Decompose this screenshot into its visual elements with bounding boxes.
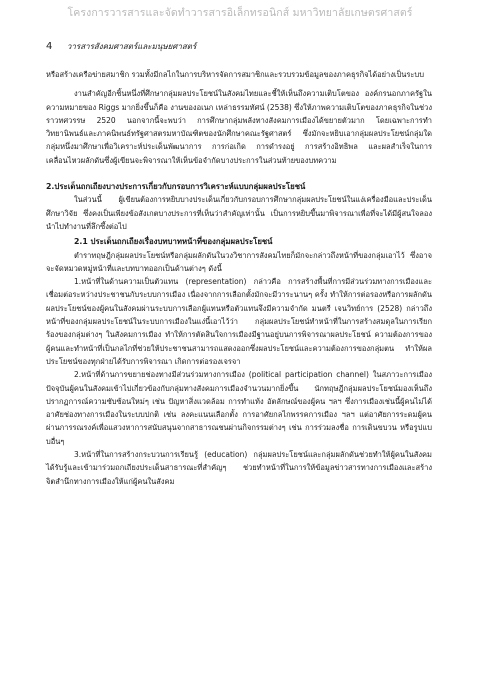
paragraph-literature: งานสำคัญอีกชิ้นหนึ่งที่ศึกษากลุ่มผลประโยชน์ในสังคมไทยและชี้ให้เห็นถึงความเติบโตของ องค์กรนอกภาครัฐในความหมายของ Riggs มากยิ่งขึ้นก็คือ งานของอเนก เหล่าธรรมทัศน์ (2538) ซึ่งให้ภาพความเติบโตของภาคธุรกิจในช่วงราวทศวรรษ 2520 นอกจากนี้จะพบว่า การศึกษากลุ่มพลังทางสังคมการเมืองได้ขยายตัวมาก โดยเฉพาะการทำวิทยานิพนธ์และภาคนิพนธ์ทรัฐศาสตรมหาบัณฑิตของนักศึกษาคณะรัฐศาสตร์ ซึ่งมักจะหยิบเอากลุ่มผลประโยชน์กลุ่มใดกลุ่มหนึ่งมาศึกษาเพื่อวิเคราะห์ประเด็นพัฒนาการ การก่อเกิด การดำรงอยู่ การสร้างอิทธิพล และผลสำเร็จในการเคลื่อนไหวผลักดันซึ่งผู้เขียนจะพิจารณาให้เห็นข้อจำกัดบางประการในส่วนท้ายของบทความ: [46, 89, 432, 165]
journal-name: วารสารสังคมศาสตร์และมนุษยศาสตร์: [66, 42, 197, 51]
paragraph-function-participation: 2.หน้าที่ด้านการขยายช่องทางมีส่วนร่วมทางการเมือง (political participation channel) ในสภาวะการเมืองปัจจุบันผู้คนในสังคมเข้าไปเกี่ยวข้องกับกลุ่มทางสังคมการเมืองจำนวนมากยิ่งขึ้น นักทฤษฎีกลุ่มผลประโยชน์มองเห็นถึงปรากฏการณ์ความซับซ้อนใหม่ๆ เช่น ปัญหาสิ่งแวดล้อม การทำแท้ง อัตลักษณ์ของผู้คน ฯลฯ ซึ่งการเมืองเช่นนี้ผู้คนไม่ได้อาศัยช่องทางการเมืองในระบบปกติ เช่น ลงคะแนนเลือกตั้ง การอาศัยกลไกพรรคการเมือง ฯลฯ แต่อาศัยการระดมผู้คนผ่านการรณรงค์เพื่อแสวงหาการสนับสนุนจากสาธารณชนผ่านกิจกรรมต่างๆ เช่น การร่วมลงชื่อ การเดินขบวน หรือรูปแบบอื่นๆ: [46, 370, 432, 446]
paragraph-continuation: หรือสร้างเครือข่ายสมาชิก รวมทั้งมีกลไกในการบริหารจัดการสมาชิกและรวบรวมข้อมูลของภาคธุรกิจได้อย่างเป็นระบบ: [46, 70, 424, 79]
watermark-banner: โครงการวารสารและจัดทำวารสารอิเล็กทรอนิกส์ มหาวิทยาลัยเกษตรศาสตร์: [67, 7, 413, 19]
paragraph-function-representation: 1.หน้าที่ในด้านความเป็นตัวแทน (representation) กล่าวคือ การสร้างพื้นที่การมีส่วนร่วมทางการเมืองและเชื่อมต่อระหว่างประชาชนกับระบบการเมือง เนื่องจากการเลือกตั้งมักจะมีวาระนานๆ ครั้ง ทำให้การต่อรองหรือการผลักดันผลประโยชน์ของผู้คนในสังคมผ่านระบบการเลือกผู้แทนหรือตัวแทนจึงมีความจำกัด มนตรี เจนวิทย์การ (2528) กล่าวถึงหน้าที่ของกลุ่มผลประโยชน์ในระบบการเมืองในแง่นี้เอาไว้ว่า กลุ่มผลประโยชน์ทำหน้าที่ในการสร้างสมดุลในการเรียกร้องของกลุ่มต่างๆ ในสังคมการเมือง ทำให้การตัดสินใจการเมืองมีฐานอยู่บนการพิจารณาผลประโยชน์ ความต้องการของผู้คนและทำหน้าที่เป็นกลไกที่ช่วยให้ประชาชนสามารถแสดงออกซึ่งผลประโยชน์และความต้องการของกลุ่มตน ทำให้ผลประโยชน์ของทุกฝ่ายได้รับการพิจารณา เกิดการต่อรองเจรจา: [46, 277, 432, 366]
page-number: 4: [46, 41, 53, 52]
paragraph-section-intro: ในส่วนนี้ ผู้เขียนต้องการหยิบบางประเด็นเกี่ยวกับกรอบการศึกษากลุ่มผลประโยชน์ในแง่เครื่องมือและประเด็นศึกษาวิจัย ซึ่งคงเป็นเพียงข้อสังเกตบางประการที่เห็นว่าสำคัญเท่านั้น เป็นการหยิบขึ้นมาพิจารณาเพื่อที่จะได้มีผู้สนใจลองนำไปทำงานที่ลึกซึ้งต่อไป: [46, 195, 432, 231]
article-body: [46, 68, 432, 488]
running-header: [46, 40, 196, 53]
paragraph-function-education: 3.หน้าที่ในการสร้างกระบวนการเรียนรู้ (education) กลุ่มผลประโยชน์และกลุ่มผลักดันช่วยทำให้ผู้คนในสังคมได้รับรู้และเข้ามาร่วมถกเถียงประเด็นสาธารณะที่สำคัญๆ ช่วยทำหน้าที่ในการให้ข้อมูลข่าวสารทางการเมืองและสร้างจิตสำนึกทางการเมืองให้แก่ผู้คนในสังคม: [46, 450, 432, 486]
paragraph-functions-intro: ตำราทฤษฎีกลุ่มผลประโยชน์หรือกลุ่มผลักดันในวงวิชาการสังคมไทยก็มักจะกล่าวถึงหน้าที่ของกลุ่มเอาไว้ ซึ่งอาจจะจัดหมวดหมู่หน้าที่และบทบาทออกเป็นด้านต่างๆ ดังนี้: [46, 250, 432, 273]
section-heading-2: 2.ประเด็นถกเถียงบางประการเกี่ยวกับกรอบการวิเคราะห์แบบกลุ่มผลประโยชน์: [46, 182, 306, 192]
subsection-heading-2-1: 2.1 ประเด็นถกเถียงเรื่องบทบาทหน้าที่ของกลุ่มผลประโยชน์: [74, 237, 273, 247]
